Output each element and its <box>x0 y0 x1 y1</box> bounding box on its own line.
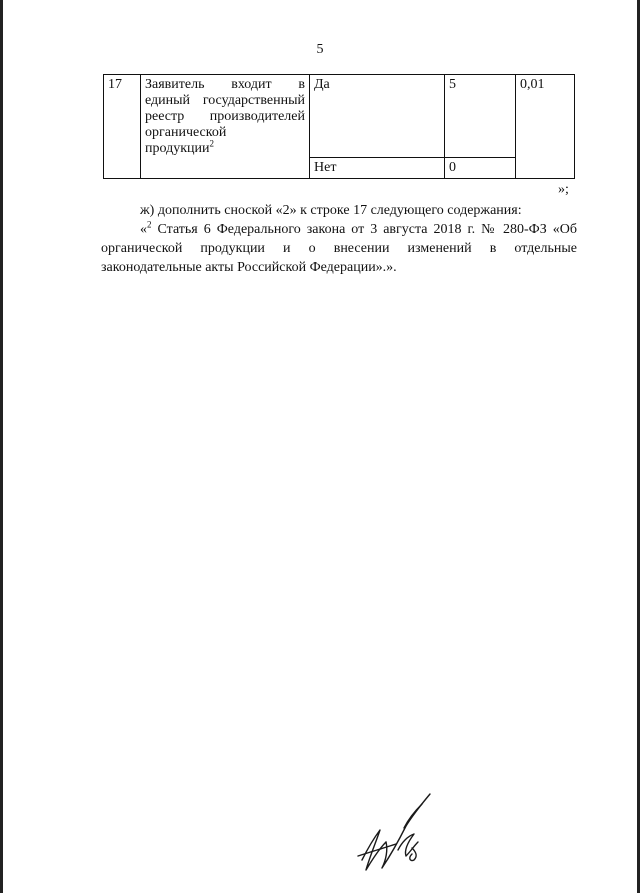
closing-quote: »; <box>558 182 569 197</box>
option-cell <box>310 158 445 179</box>
page-number: 5 <box>316 42 324 57</box>
criterion-line: реестр производителей <box>145 109 305 124</box>
weight-value: 0,01 <box>520 77 545 92</box>
criterion-line: продукции <box>145 141 210 156</box>
signature <box>356 790 436 878</box>
option-label-no: Нет <box>314 160 337 175</box>
option-label-yes: Да <box>314 77 330 92</box>
row-number: 17 <box>108 77 122 92</box>
option-cell <box>310 75 445 158</box>
footnote-text: Статья 6 Федерального закона от 3 августа 2018 г. № 280-ФЗ «Об органической продукции и о внесении изменений в отдельные законодательные акты Российской Федерации».». <box>101 222 577 275</box>
footnote-open-quote: « <box>140 222 147 237</box>
criteria-table <box>103 74 575 179</box>
footnote-paragraph <box>101 220 577 277</box>
row-number-cell <box>104 75 141 179</box>
page-edge-left <box>0 0 3 893</box>
option-score-no: 0 <box>449 160 456 175</box>
instruction-paragraph: ж) дополнить сноской «2» к строке 17 следующего содержания: <box>140 203 522 218</box>
footnote-marker: 2 <box>209 138 214 149</box>
score-cell <box>445 75 516 158</box>
criterion-cell <box>141 75 310 179</box>
table-row <box>104 75 575 158</box>
criterion-line: Заявитель входит в <box>145 77 305 92</box>
option-score-yes: 5 <box>449 77 456 92</box>
weight-cell <box>516 75 575 179</box>
footnote-superscript: 2 <box>147 219 152 230</box>
criterion-line: органической <box>145 125 227 140</box>
score-cell <box>445 158 516 179</box>
criterion-line: единый государственный <box>145 93 305 108</box>
